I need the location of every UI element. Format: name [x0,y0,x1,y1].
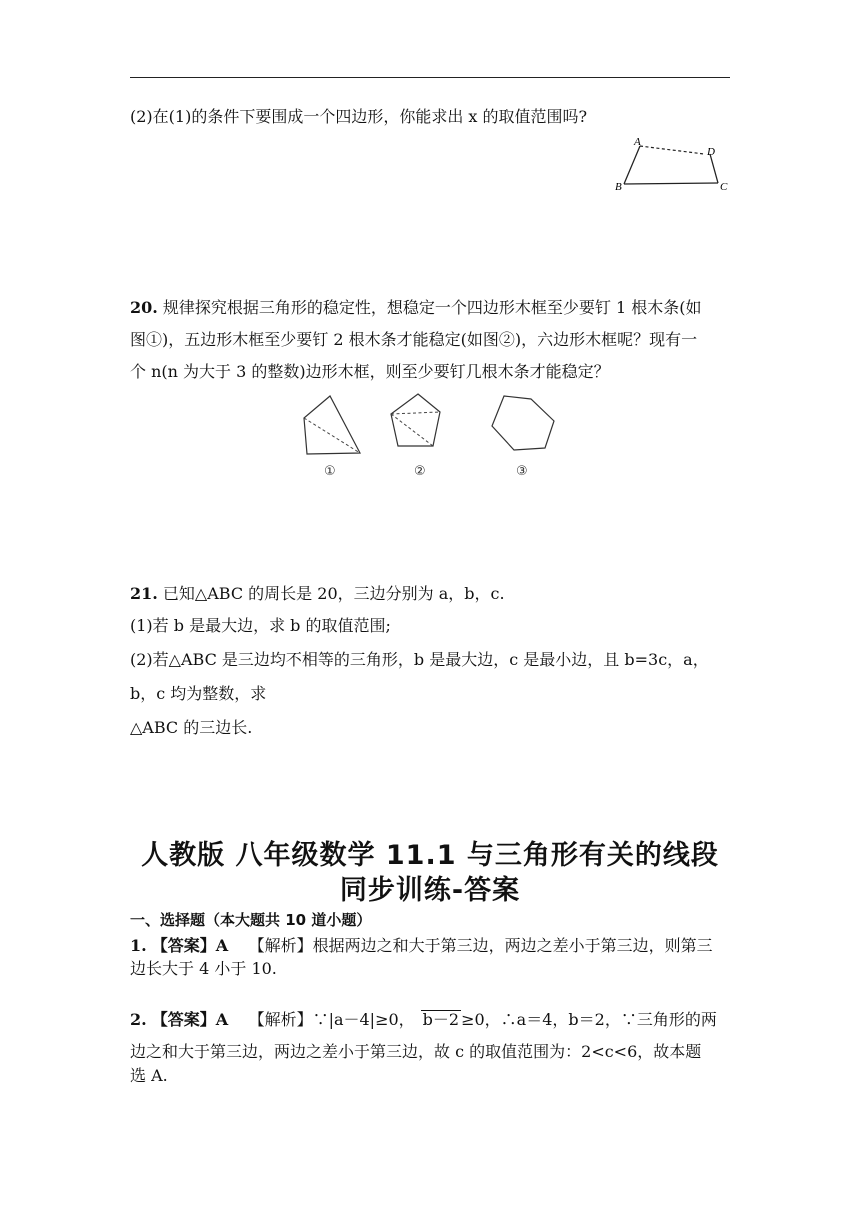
q21-line3: (2)若△ABC 是三边均不相等的三角形，b 是最大边，c 是最小边，且 b=3c，a， [130,650,709,669]
a2-text-2: ≥0，∴a＝4，b＝2，∵三角形的两 [461,1010,717,1029]
sqrt-expression [421,1010,461,1029]
a1-answer: 【答案】A [151,936,229,955]
sqrt-radicand: b－2 [422,1010,460,1029]
q20-text-1: 规律探究根据三角形的稳定性，想稳定一个四边形木框至少要钉 1 根木条(如 [157,298,702,317]
quadrilateral-figure [612,133,732,195]
a2-line3: 选 A. [130,1066,168,1085]
q20-line1 [130,292,732,324]
vertex-label-c: C [720,181,728,193]
q20-number: 20. [130,298,158,317]
q20-line3: 个 n(n 为大于 3 的整数)边形木框，则至少要钉几根木条才能稳定？ [130,362,610,381]
hexagon-shape [492,396,554,450]
a2-answer: 【答案】A [151,1010,229,1029]
a2-line1 [130,1004,732,1036]
answers-title-line2: 同步训练-答案 [339,875,521,906]
vertex-label-a: A [634,136,641,148]
q21-line2: (1)若 b 是最大边，求 b 的取值范围; [130,616,391,635]
answers-title-line1: 人教版 八年级数学 11.1 与三角形有关的线段 [141,840,719,871]
q21-number: 21. [130,584,158,603]
polygon-figures [290,388,570,488]
q21-line5: △ABC 的三边长. [130,718,253,737]
q20-line2: 图①)，五边形木框至少要钉 2 根木条才能稳定(如图②)，六边形木框呢？现有一 [130,330,698,349]
figure-label-2: ② [414,464,426,479]
q21-line1 [130,578,732,610]
a1-number: 1. [130,936,147,955]
q21-line4: b，c 均为整数，求 [130,684,267,703]
a1-line2: 边长大于 4 小于 10. [130,959,277,978]
section-heading: 一、选择题（本大题共 10 道小题） [130,911,372,929]
q21-text-1: 已知△ABC 的周长是 20，三边分别为 a，b，c. [157,584,505,603]
pentagon-shape [391,394,440,446]
a2-text-1: 【解析】∵|a－4|≥0， [248,1010,415,1029]
quadrilateral-shape [304,396,360,454]
header-rule [130,77,730,78]
a1-text-1: 【解析】根据两边之和大于第三边，两边之差小于第三边，则第三 [248,936,713,955]
a2-number: 2. [130,1010,147,1029]
a2-line2: 边之和大于第三边，两边之差小于第三边，故 c 的取值范围为：2<c<6，故本题 [130,1042,702,1061]
figure-label-3: ③ [516,464,528,479]
q19-part2-text: (2)在(1)的条件下要围成一个四边形，你能求出 x 的取值范围吗? [130,107,588,126]
vertex-label-b: B [615,181,622,193]
figure-label-1: ① [324,464,336,479]
vertex-label-d: D [707,146,715,158]
